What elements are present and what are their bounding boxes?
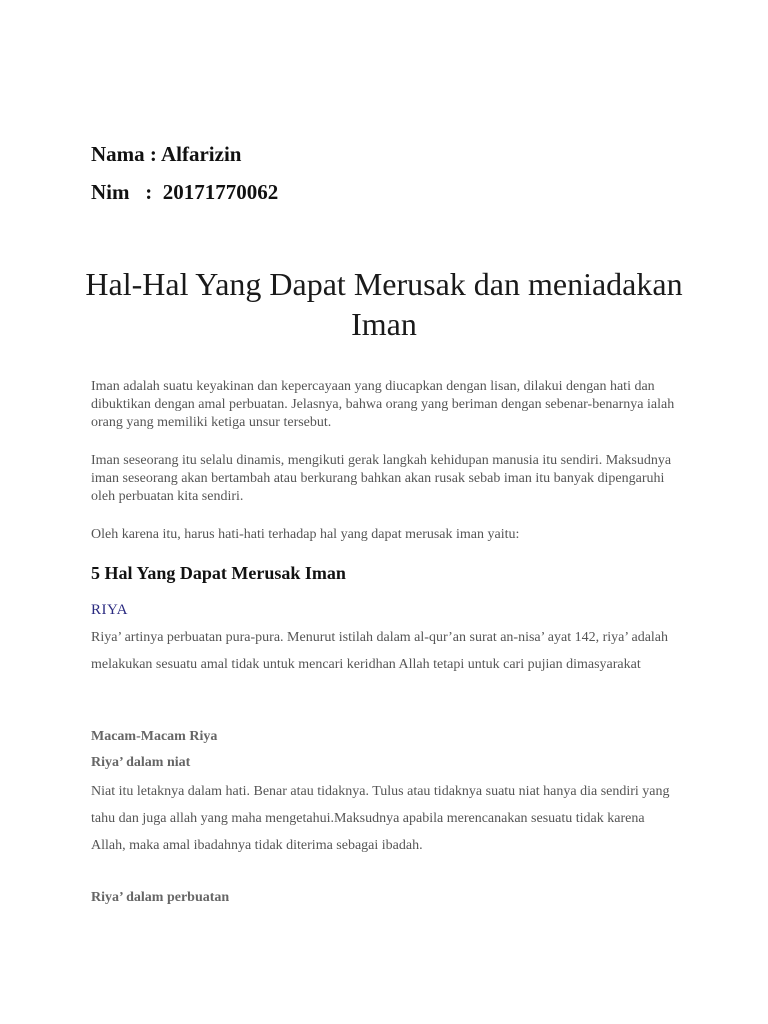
caution-paragraph: Oleh karena itu, harus hati-hati terhadap hal yang dapat merusak iman yaitu:: [91, 527, 520, 542]
riya-niat-heading: Riya’ dalam niat: [91, 755, 191, 770]
riya-types-heading: Macam-Macam Riya: [91, 729, 218, 744]
riya-niat-text: Niat itu letaknya dalam hati. Benar atau tidaknya. Tulus atau tidaknya suatu niat hanya dia sendiri yang tahu dan juga allah yang maha mengetahui.Maksudnya apabila merencanakan sesuatu tidak karena Allah, maka amal ibadahnya tidak diterima sebagai ibadah.: [91, 784, 670, 853]
riya-definition: Riya’ artinya perbuatan pura-pura. Menurut istilah dalam al-qur’an surat an-nisa’ ayat 142, riya’ adalah melakukan sesuatu amal tidak untuk mencari keridhan Allah tetapi untuk cari pujian dimasyarakat: [91, 630, 669, 672]
riya-perbuatan-heading: Riya’ dalam perbuatan: [91, 890, 230, 905]
section-heading: 5 Hal Yang Dapat Merusak Iman: [91, 563, 346, 583]
student-nim: Nim : 20171770062: [91, 180, 279, 204]
intro-paragraph: Iman adalah suatu keyakinan dan kepercayaan yang diucapkan dengan lisan, dilakui dengan hati dan dibuktikan dengan amal perbuatan. Jelasnya, bahwa orang yang beriman dengan sebenar-benarnya ialah orang yang memiliki ketiga unsur tersebut.: [91, 379, 675, 430]
document-title: Hal-Hal Yang Dapat Merusak dan meniadakan Iman: [85, 266, 683, 342]
student-name: Nama : Alfarizin: [91, 142, 242, 166]
dynamic-iman-paragraph: Iman seseorang itu selalu dinamis, mengikuti gerak langkah kehidupan manusia itu sendiri. Maksudnya iman seseorang akan bertambah atau berkurang bahkan akan rusak sebab iman itu banyak dipengaruhi oleh perbuatan kita sendiri.: [91, 453, 672, 504]
riya-label: RIYA: [91, 602, 129, 618]
